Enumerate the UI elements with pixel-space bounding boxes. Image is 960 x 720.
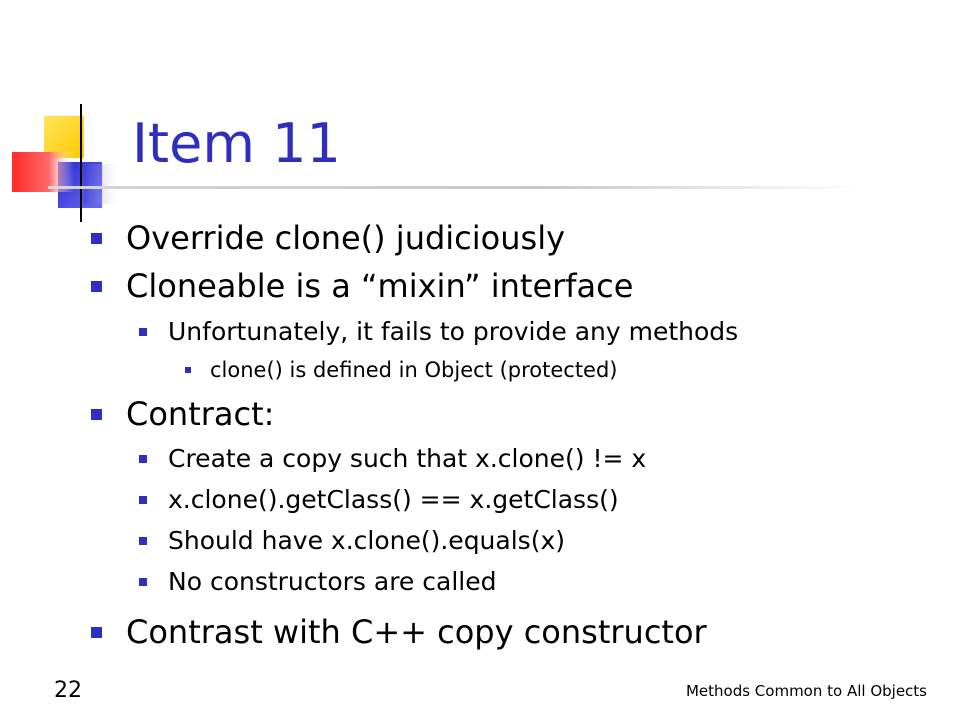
bullet-text: No constructors are called	[168, 567, 497, 596]
bullet-text: Contract:	[126, 395, 275, 433]
slide-title: Item 11	[132, 112, 341, 175]
bullet-square-icon	[139, 328, 147, 336]
bullet-text: Override clone() judiciously	[126, 219, 566, 257]
slide-number: 22	[54, 678, 82, 703]
bullet-square-icon	[91, 409, 102, 420]
bullet-text: Cloneable is a “mixin” interface	[126, 267, 634, 305]
bullet-text: Contrast with C++ copy constructor	[126, 613, 707, 651]
bullet-square-icon	[139, 578, 147, 586]
bullet-text: clone() is defined in Object (protected)	[210, 358, 618, 382]
footer-text: Methods Common to All Objects	[685, 682, 927, 700]
bullet-text: x.clone().getClass() == x.getClass()	[168, 485, 619, 514]
bullet-square-icon	[185, 367, 191, 373]
bullet-square-icon	[139, 455, 147, 463]
bullet-square-icon	[139, 496, 147, 504]
bullet-square-icon	[91, 233, 102, 244]
bullet-square-icon	[91, 627, 102, 638]
bullet-square-icon	[91, 281, 102, 292]
bullet-text: Create a copy such that x.clone() != x	[168, 444, 647, 473]
bullet-text: Unfortunately, it fails to provide any methods	[168, 317, 739, 346]
bullet-square-icon	[139, 537, 147, 545]
bullet-text: Should have x.clone().equals(x)	[168, 526, 565, 555]
